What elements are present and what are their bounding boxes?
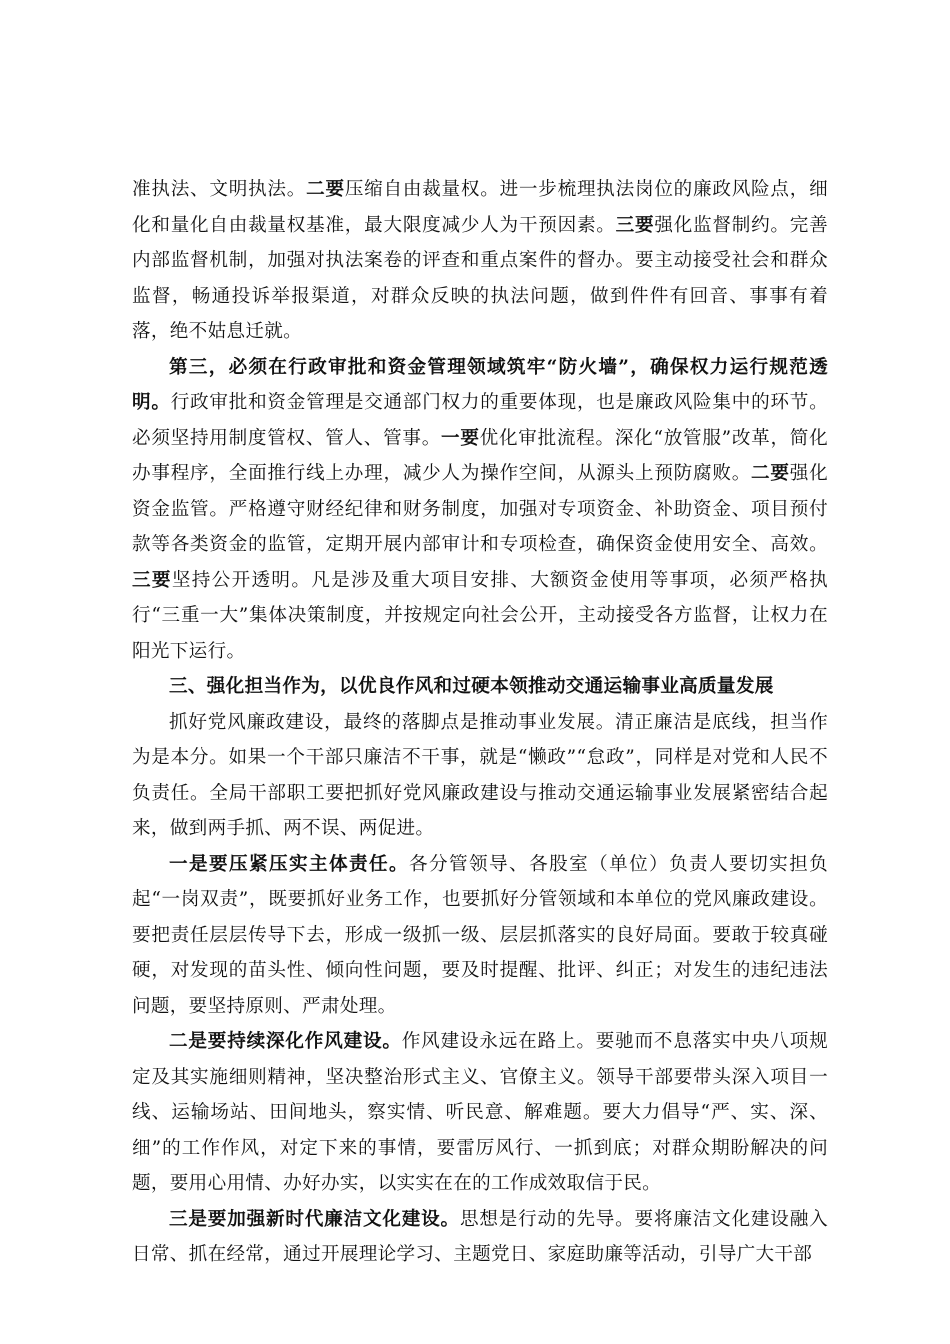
paragraph-section-intro <box>132 705 828 847</box>
paragraph-lead-heading: 二是要持续深化作风建设。 <box>169 1031 402 1052</box>
text-run: 各分管领导、各股室（单位）负责人要切实担负起“一岗双责”，既要抓好业务工作，也要抓好分管领域和本单位的党风廉政建设。要把责任层层传导下去，形成一级抓一级、层层抓落实的良好局面。要敢于较真碰硬，对发现的苗头性、倾向性问题，要及时提醒、批评、纠正；对发生的违纪违法问题，要坚持原则、严肃处理。 <box>132 853 828 1017</box>
text-run: 强化监督制约。完善内部监督机制，加强对执法案卷的评查和重点案件的督办。要主动接受社会和群众监督，畅通投诉举报渠道，对群众反映的执法问题，做到件件有回音、事事有着落，绝不姑息迁就。 <box>132 214 828 342</box>
emphasis-run: 二要 <box>751 463 790 484</box>
paragraph-point-three <box>132 1202 828 1273</box>
paragraph-lead-heading: 三是要加强新时代廉洁文化建设。 <box>169 1208 460 1230</box>
paragraph-law-enforcement-continued <box>132 172 828 350</box>
text-run: 行政审批和资金管理是交通部门权力的重要体现，也是廉政风险集中的环节。必须坚持用制度管权、管人、管事。 <box>132 392 829 449</box>
paragraph-third-firewall <box>132 350 828 670</box>
text-run: 准执法、文明执法。 <box>132 179 307 200</box>
emphasis-run: 三要 <box>615 214 655 236</box>
text-run: 强化资金监管。严格遵守财经纪律和财务制度，加强对专项资金、补助资金、项目预付款等各类资金的监管，定期开展内部审计和专项检查，确保资金使用安全、高效。 <box>132 463 828 555</box>
emphasis-run: 二要 <box>306 179 345 200</box>
section-heading-three <box>132 669 828 705</box>
text-run: 坚持公开透明。凡是涉及重大项目安排、大额资金使用等事项，必须严格执行“三重一大”集体决策制度，并按规定向社会公开，主动接受各方监督，让权力在阳光下运行。 <box>132 569 829 662</box>
paragraph-lead-heading: 一是要压紧压实主体责任。 <box>169 853 410 875</box>
emphasis-run: 三要 <box>132 569 172 591</box>
document-page <box>132 172 828 1273</box>
paragraph-point-two <box>132 1024 828 1202</box>
text-run: 作风建设永远在路上。要驰而不息落实中央八项规定及其实施细则精神，坚决整治形式主义、官僚主义。领导干部要带头深入项目一线、运输场站、田间地头，察实情、听民意、解难题。要大力倡导“严、实、深、细”的工作作风，对定下来的事情，要雷厉风行、一抓到底；对群众期盼解决的问题，要用心用情、办好办实，以实实在在的工作成效取信于民。 <box>132 1031 828 1194</box>
text-run: 压缩自由裁量权。进一步梳理执法岗位的廉政风险点，细化和量化自由裁量权基准，最大限度减少人为干预因素。 <box>132 179 828 236</box>
text-run: 思想是行动的先导。要将廉洁文化建设融入日常、抓在经常，通过开展理论学习、主题党日、家庭助廉等活动，引导广大干部 <box>132 1208 828 1265</box>
text-run: 优化审批流程。深化“放管服”改革，简化办事程序，全面推行线上办理，减少人为操作空间，从源头上预防腐败。 <box>132 427 829 484</box>
emphasis-run: 一要 <box>441 427 480 449</box>
paragraph-lead-heading: 第三，必须在行政审批和资金管理领域筑牢“防火墙”，确保权力运行规范透明。 <box>132 356 828 413</box>
paragraph-point-one <box>132 847 828 1025</box>
text-run: 抓好党风廉政建设，最终的落脚点是推动事业发展。清正廉洁是底线，担当作为是本分。如果一个干部只廉洁不干事，就是“懒政”“怠政”，同样是对党和人民不负责任。全局干部职工要把抓好党风廉政建设与推动交通运输事业发展紧密结合起来，做到两手抓、两不误、两促进。 <box>132 711 828 839</box>
section-heading-text: 三、强化担当作为，以优良作风和过硬本领推动交通运输事业高质量发展 <box>169 676 774 697</box>
